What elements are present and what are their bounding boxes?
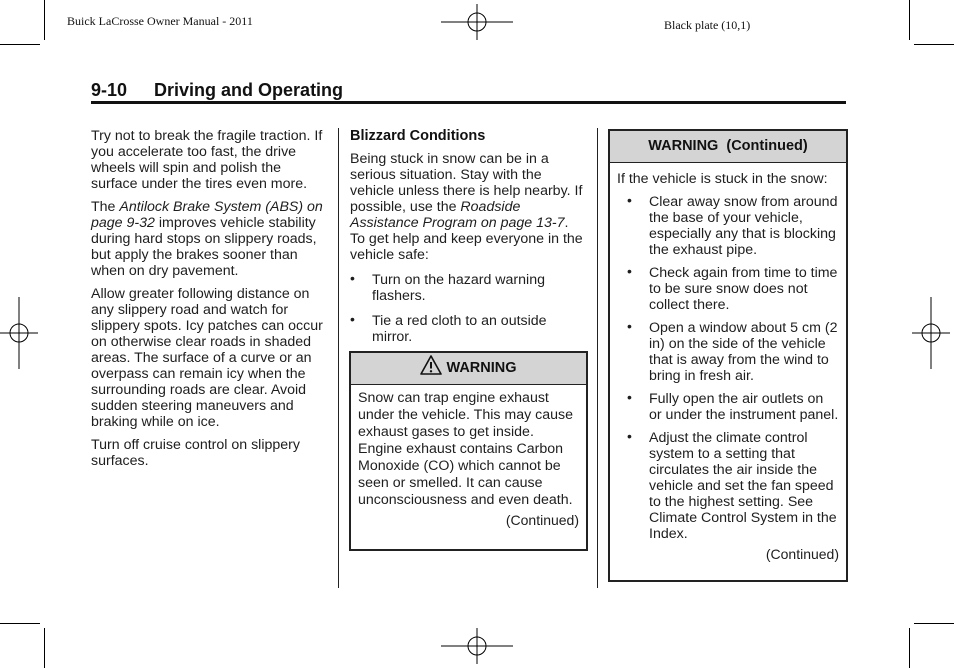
list-item-text: Fully open the air outlets on or under the instrument panel. (649, 391, 839, 423)
warning-header (610, 131, 846, 163)
continued-label: (Continued) (765, 546, 839, 562)
bullet-icon: • (627, 428, 632, 444)
paragraph-traction: Try not to break the fragile traction. If you accelerate too fast, the drive wheels will spin and polish the surface under the tires even more. (91, 128, 323, 192)
page-header (91, 80, 343, 101)
manual-title-slug: Buick LaCrosse Owner Manual - 2011 (67, 14, 253, 28)
text-fragment: improves vehicle stability during hard stops on slippery roads, but apply the brakes sooner than when on dry pavement. (91, 215, 317, 279)
crop-mark-tr-h (914, 44, 954, 45)
column-1 (91, 128, 331, 476)
crop-mark-tr-v (909, 0, 910, 40)
warning-title: WARNING (446, 360, 517, 376)
list-item-text: Clear away snow from around the base of your vehicle, especially any that is blocking the exhaust pipe. (649, 194, 838, 258)
registration-mark-bottom-icon (441, 628, 513, 664)
crop-mark-tl-h (0, 44, 40, 45)
bullet-icon: • (627, 389, 632, 405)
bullet-icon: • (627, 318, 632, 334)
crop-mark-br-v (909, 628, 910, 668)
warning-box-continued (608, 129, 848, 582)
list-item (627, 391, 839, 423)
list-item (627, 265, 839, 313)
paragraph-following-distance: Allow greater following distance on any slippery road and watch for slippery spots. Icy patches can occur on otherwise clear roads in shaded areas. The surface of a curve or an overpass can remain icy when the surrounding roads are clear. Avoid sudden steering maneuvers and braking while on ice. (91, 286, 323, 430)
list-item-text: Tie a red cloth to an outside mirror. (372, 313, 547, 345)
abs-cross-reference-link[interactable]: Antilock Brake System (ABS) on page 9-32 (91, 199, 323, 231)
blizzard-bullet-list (350, 272, 586, 345)
column-2 (350, 128, 586, 352)
bullet-icon: • (350, 270, 355, 286)
list-item (627, 320, 839, 384)
paragraph-cruise-control: Turn off cruise control on slippery surfaces. (91, 437, 300, 469)
roadside-assistance-link[interactable]: Roadside Assistance Program on page 13-7 (350, 199, 565, 231)
header-rule (91, 101, 846, 104)
section-heading-blizzard: Blizzard Conditions (350, 128, 486, 144)
column-divider-2 (597, 128, 598, 588)
paragraph-abs (91, 199, 331, 279)
registration-mark-top-icon (441, 4, 513, 40)
text-fragment: The (91, 199, 120, 215)
list-item (350, 272, 586, 304)
list-item (350, 313, 586, 345)
column-divider-1 (338, 128, 339, 588)
list-item (627, 430, 839, 542)
list-item-text: Turn on the hazard warning flashers. (372, 272, 545, 304)
warning-body (351, 385, 586, 529)
crop-mark-br-h (914, 623, 954, 624)
text-fragment: . To get help and keep everyone in the vehicle safe: (350, 215, 583, 263)
continued-label: (Continued) (505, 512, 579, 528)
warning-body (610, 163, 846, 562)
stuck-in-snow-bullet-list (617, 194, 839, 542)
list-item (627, 194, 839, 258)
warning-intro: If the vehicle is stuck in the snow: (617, 171, 828, 187)
black-plate-label: Black plate (10,1) (664, 18, 751, 32)
page-number: 9-10 (91, 80, 128, 100)
section-title: Driving and Operating (154, 80, 344, 100)
list-item-text: Check again from time to time to be sure snow does not collect there. (649, 265, 838, 313)
list-item-text: Adjust the climate control system to a setting that circulates the air inside the vehicle and set the fan speed to the highest setting. See Climate Control System in the Index. (649, 430, 837, 542)
warning-title: WARNING (Continued) (648, 138, 808, 154)
warning-header (351, 353, 586, 385)
registration-mark-left-icon (0, 297, 38, 369)
crop-mark-tl-v (44, 0, 45, 40)
warning-text: Snow can trap engine exhaust under the vehicle. This may cause exhaust gases to get inside. Engine exhaust contains Carbon Monoxide (CO) which cannot be seen or smelled. It can cause unconsciousness and even death. (358, 390, 574, 508)
warning-triangle-icon (420, 355, 442, 375)
registration-mark-right-icon (912, 297, 950, 369)
crop-mark-bl-h (0, 623, 40, 624)
text-fragment: Being stuck in snow can be in a serious situation. Stay with the vehicle unless there is help nearby. If possible, use the (350, 151, 583, 215)
crop-mark-bl-v (44, 628, 45, 668)
list-item-text: Open a window about 5 cm (2 in) on the side of the vehicle that is away from the wind to bring in fresh air. (649, 320, 838, 384)
bullet-icon: • (350, 311, 355, 327)
paragraph-stuck-in-snow (350, 151, 586, 263)
bullet-icon: • (627, 263, 632, 279)
warning-box-exhaust (349, 351, 588, 551)
bullet-icon: • (627, 192, 632, 208)
